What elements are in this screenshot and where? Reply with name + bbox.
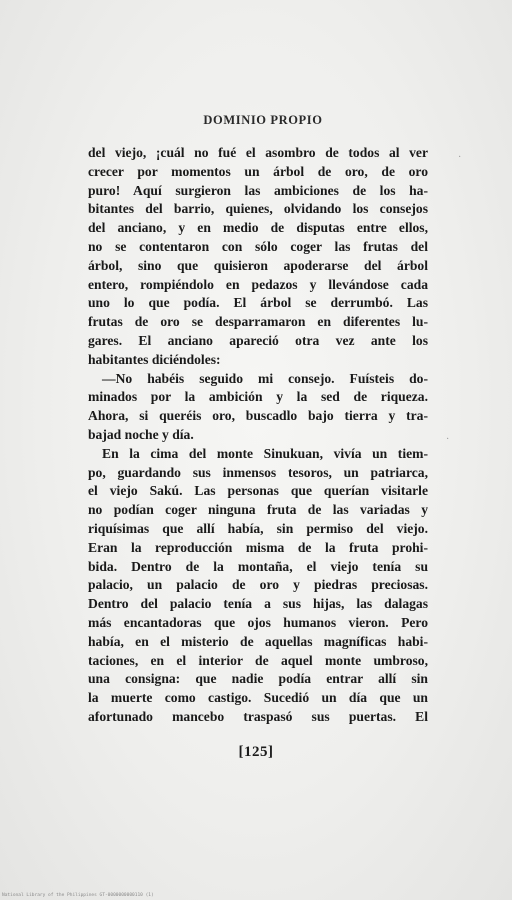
text-line: del anciano, y en medio de disputas entre ellos, [88,220,428,236]
margin-mark: · [446,434,450,445]
text-line: Eran la reproducción misma de la fruta prohi- [88,539,428,555]
page-number: [125] [238,744,274,760]
text-line: crecer por momentos un árbol de oro, de oro [88,163,428,179]
scan-footer: National Library of the Philippines GT-0000000000110 (1) [2,893,154,898]
text-line: riquísimas que allí había, sin permiso del viejo. [88,520,428,536]
text-line: afortunado mancebo traspasó sus puertas. El [88,708,428,724]
text-line: árbol, sino que quisieron apoderarse del árbol [88,257,428,273]
text-line: po, guardando sus inmensos tesoros, un patriarca, [88,464,428,480]
text-line: Dentro del palacio tenía a sus hijas, las dalagas [88,596,428,612]
text-line: gares. El anciano apareció otra vez ante los [88,332,428,348]
text-line: más encantadoras que ojos humanos vieron. Pero [88,614,428,630]
text-line: habitantes diciéndoles: [88,351,221,367]
text-line: bida. Dentro de la montaña, el viejo tenía su [88,558,428,574]
running-head: DOMINIO PROPIO [203,113,323,127]
text-line: uno lo que podía. El árbol se derrumbó. Las [88,295,428,311]
text-line: palacio, un palacio de oro y piedras preciosas. [88,577,428,593]
text-line: Ahora, si queréis oro, buscadlo bajo tierra y tra- [88,408,428,424]
text-line: la muerte como castigo. Sucedió un día que un [88,690,428,706]
text-line: bajad noche y día. [88,426,194,442]
margin-mark: · [458,152,462,163]
text-line: puro! Aquí surgieron las ambiciones de los ha- [88,182,428,198]
text-line: minados por la ambición y la sed de riqueza. [88,389,428,405]
text-line: no podían coger ninguna fruta de las variadas y [88,502,428,518]
body-text [88,144,428,727]
text-line: frutas de oro se desparramaron en diferentes lu- [88,314,428,330]
text-line: taciones, en el interior de aquel monte umbroso, [88,652,428,668]
text-line: el viejo Sakú. Las personas que querían visitarle [88,483,428,499]
text-line: —No habéis seguido mi consejo. Fuísteis do- [102,370,428,386]
text-line: bitantes del barrio, quienes, olvidando los consejos [88,201,428,217]
text-line: En la cima del monte Sinukuan, vivía un tiem- [102,445,428,461]
text-line: del viejo, ¡cuál no fué el asombro de todos al ver [88,145,428,160]
text-line: había, en el misterio de aquellas magníficas habi- [88,633,428,649]
text-line: una consigna: que nadie podía entrar allí sin [88,671,428,687]
text-line: no se contentaron con sólo coger las frutas del [88,238,428,254]
text-line: entero, rompiéndolo en pedazos y llevándose cada [88,276,428,292]
